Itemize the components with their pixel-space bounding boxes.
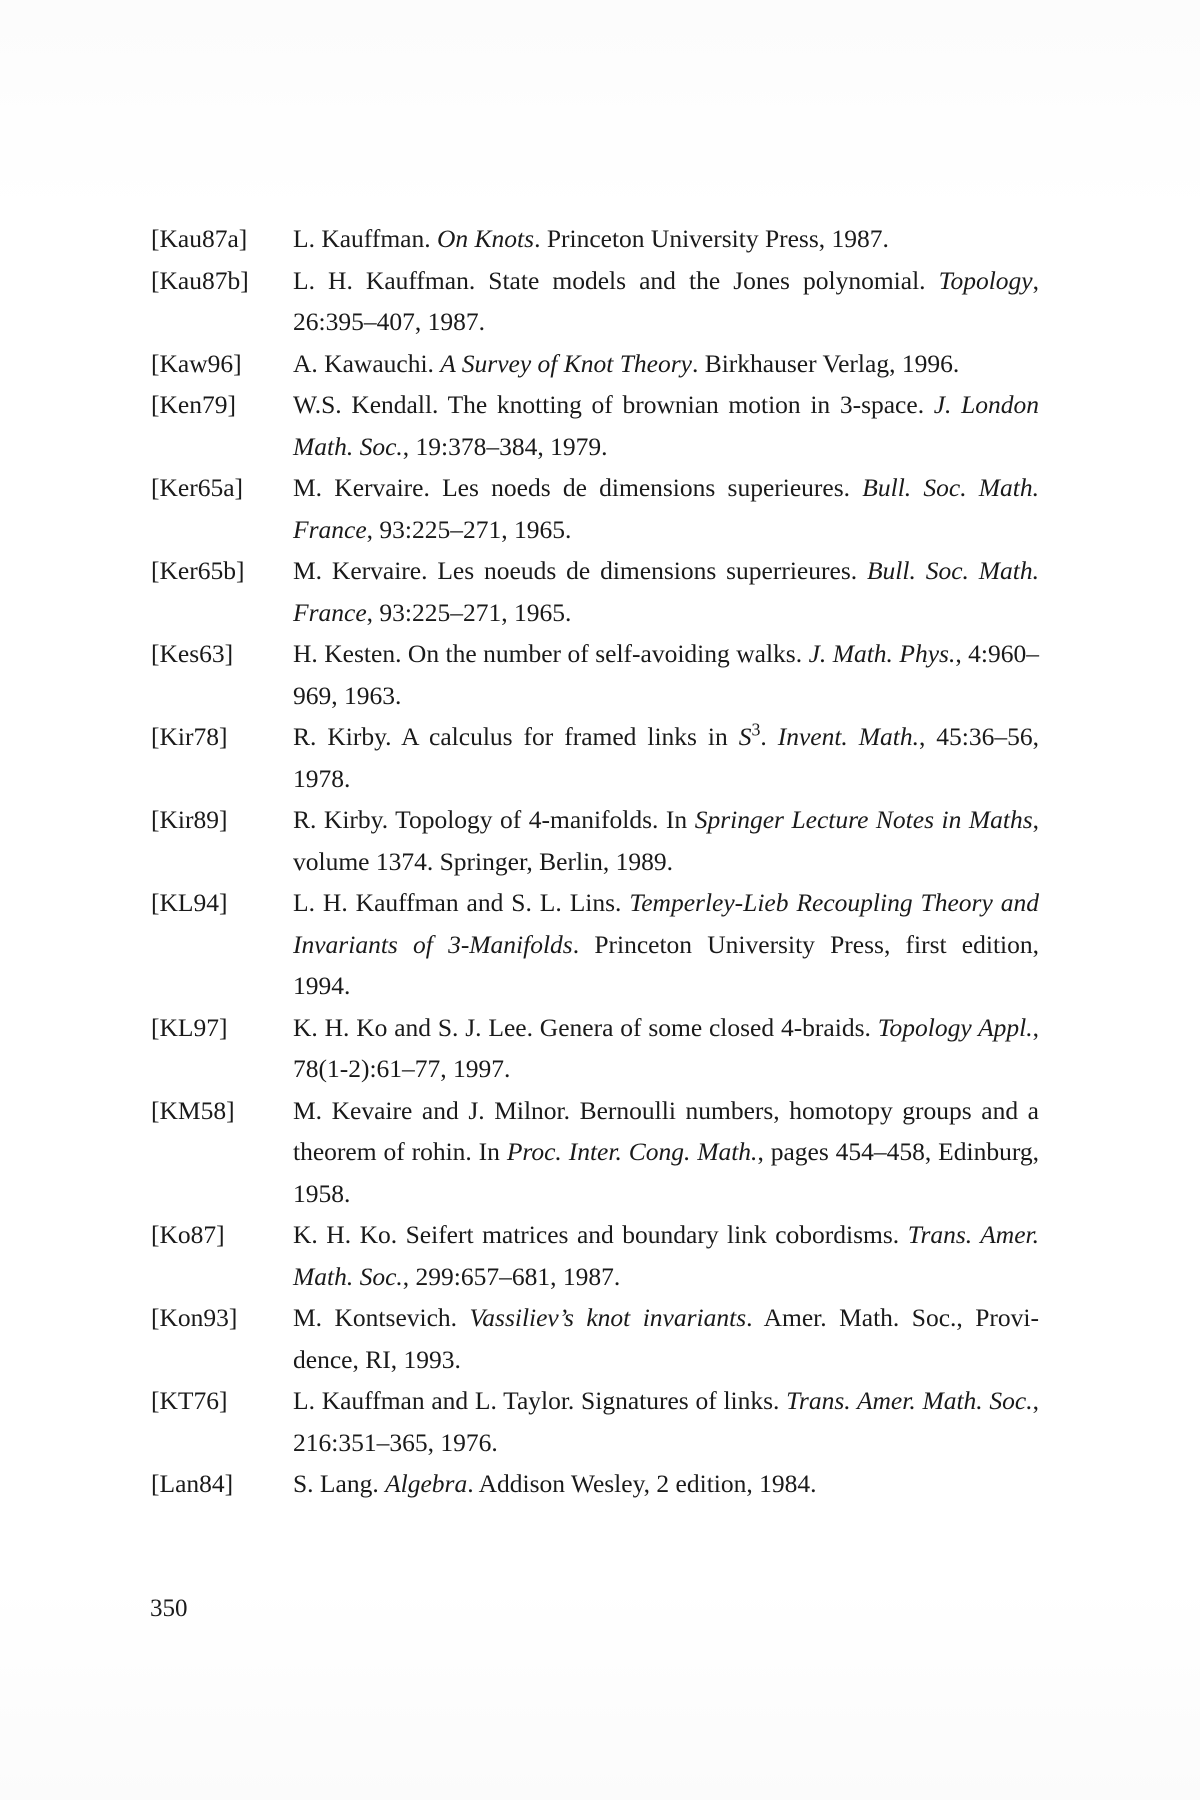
reference-text-segment: M. Kevaire and J. Milnor. Bernoulli numbers, homotopy groups and a theorem of rohin. In xyxy=(293,1095,1039,1166)
reference-text xyxy=(293,1463,1039,1505)
reference-entry xyxy=(151,1214,1051,1297)
reference-text-segment: L. H. Kauffman and S. L. Lins. xyxy=(293,888,630,917)
reference-text-segment: . Amer. Math. Soc., Providence, RI, 1993. xyxy=(293,1303,1039,1374)
reference-italic-text: Topology Appl. xyxy=(877,1012,1033,1042)
reference-entry xyxy=(151,882,1051,1007)
reference-italic-text: Invent. Math. xyxy=(777,722,919,751)
reference-text-segment: , 299:657–681, 1987. xyxy=(402,1261,621,1291)
reference-text-segment: L. Kauffman and L. Taylor. Signatures of links. xyxy=(293,1386,787,1415)
reference-italic-text: J. London Math. Soc. xyxy=(293,390,1040,461)
reference-text xyxy=(293,550,1039,633)
reference-text-segment: , volume 1374. Springer, Berlin, 1989. xyxy=(293,805,1039,876)
reference-text-segment: M. Kervaire. Les noeds de dimensions superieures. xyxy=(293,473,863,502)
reference-text-segment: , 45:36–56, 1978. xyxy=(293,722,1040,793)
reference-key: [Kir78] xyxy=(151,722,228,751)
reference-text-segment: W.S. Kendall. The knotting of brownian motion in 3-space. xyxy=(293,390,934,419)
reference-key: [Kir89] xyxy=(151,805,228,834)
reference-entry xyxy=(151,260,1051,343)
reference-text xyxy=(293,1090,1039,1215)
reference-entry xyxy=(151,343,1051,385)
reference-entry xyxy=(151,218,1051,260)
reference-text-segment: . xyxy=(760,722,778,751)
reference-text-segment: , 93:225–271, 1965. xyxy=(366,597,572,627)
reference-italic-text: On Knots xyxy=(437,224,535,253)
reference-text xyxy=(293,467,1039,550)
reference-text-segment: . Princeton University Press, 1987. xyxy=(534,224,889,253)
reference-key: [KL94] xyxy=(151,888,228,917)
reference-text-segment: , 78(1-2):61–77, 1997. xyxy=(293,1012,1039,1083)
reference-key: [Kes63] xyxy=(151,639,234,668)
reference-text xyxy=(293,384,1039,467)
page-number: 350 xyxy=(150,1595,188,1622)
reference-text xyxy=(293,1007,1039,1090)
reference-entry xyxy=(151,633,1051,716)
reference-entry xyxy=(151,384,1051,467)
reference-entry xyxy=(151,1007,1051,1090)
reference-entry xyxy=(151,1297,1051,1380)
reference-entry xyxy=(151,550,1051,633)
reference-italic-text: Vassiliev’s knot invariants xyxy=(469,1303,747,1332)
reference-text-segment: S. Lang. xyxy=(293,1469,386,1498)
reference-text-segment: , 93:225–271, 1965. xyxy=(366,514,572,544)
reference-key: [KT76] xyxy=(151,1386,228,1415)
reference-text-segment: 3 xyxy=(751,719,761,740)
bibliography-list xyxy=(151,218,1051,1505)
reference-entry xyxy=(151,799,1051,882)
reference-italic-text: Trans. Amer. Math. Soc. xyxy=(293,1220,1040,1291)
reference-text xyxy=(293,1380,1039,1463)
reference-text xyxy=(293,218,1039,260)
reference-italic-text: Bull. Soc. Math. France xyxy=(293,473,1040,544)
reference-italic-text: Algebra xyxy=(385,1469,468,1498)
reference-text-segment: , 26:395–407, 1987. xyxy=(293,265,1039,336)
reference-text xyxy=(293,343,1039,385)
reference-italic-text: Temperley-Lieb Recoupling Theory and Invariants of 3-Manifolds xyxy=(293,888,1039,959)
reference-key: [Kau87b] xyxy=(151,265,249,295)
reference-key: [Lan84] xyxy=(151,1469,234,1498)
reference-text xyxy=(293,799,1039,882)
reference-key: [Kon93] xyxy=(151,1303,238,1332)
reference-text-segment: L. H. Kauffman. State models and the Jones polynomial. xyxy=(293,265,939,295)
reference-text xyxy=(293,882,1039,1007)
reference-text-segment: R. Kirby. Topology of 4-manifolds. In xyxy=(293,805,695,834)
reference-italic-text: Springer Lecture Notes in Maths xyxy=(694,805,1033,834)
reference-entry xyxy=(151,1380,1051,1463)
reference-entry xyxy=(151,467,1051,550)
reference-key: [Kau87a] xyxy=(151,224,248,253)
reference-text xyxy=(293,1297,1039,1380)
reference-key: [KL97] xyxy=(151,1012,228,1042)
reference-italic-text: Topology xyxy=(938,265,1033,295)
reference-text-segment: A. Kawauchi. xyxy=(293,348,441,378)
reference-italic-text: A Survey of Knot Theory xyxy=(440,348,692,378)
reference-text-segment: K. H. Ko and S. J. Lee. Genera of some closed 4-braids. xyxy=(293,1012,878,1042)
reference-key: [Ken79] xyxy=(151,390,236,419)
reference-text-segment: , 19:378–384, 1979. xyxy=(402,431,608,461)
reference-text-segment: K. H. Ko. Seifert matrices and boundary link cobordisms. xyxy=(293,1220,908,1249)
reference-text xyxy=(293,716,1039,799)
reference-text-segment: , 4:960–969, 1963. xyxy=(293,639,1040,710)
reference-text-segment: , pages 454–458, Edinburg, 1958. xyxy=(293,1137,1039,1208)
reference-italic-text: Trans. Amer. Math. Soc. xyxy=(786,1386,1033,1415)
reference-text-segment: L. Kauffman. xyxy=(293,224,437,253)
reference-text-segment: . Princeton University Press, first edition, 1994. xyxy=(293,929,1039,1000)
reference-key: [Kaw96] xyxy=(151,348,242,378)
reference-key: [Ker65a] xyxy=(151,473,244,502)
reference-text xyxy=(293,1214,1039,1297)
reference-italic-text: S xyxy=(738,722,752,751)
reference-text xyxy=(293,633,1039,716)
reference-text-segment: . Birkhauser Verlag, 1996. xyxy=(691,348,960,378)
reference-text xyxy=(293,260,1039,343)
reference-text-segment: R. Kirby. A calculus for framed links in xyxy=(293,722,739,751)
reference-italic-text: Bull. Soc. Math. France xyxy=(293,556,1039,627)
reference-entry xyxy=(151,1463,1051,1505)
reference-entry xyxy=(151,716,1051,799)
reference-key: [Ker65b] xyxy=(151,556,245,585)
reference-italic-text: J. Math. Phys. xyxy=(808,639,956,668)
reference-text-segment: M. Kervaire. Les noeuds de dimensions superrieures. xyxy=(293,556,867,585)
reference-text-segment: , 216:351–365, 1976. xyxy=(293,1386,1039,1457)
reference-italic-text: Proc. Inter. Cong. Math. xyxy=(506,1137,758,1166)
reference-text-segment: H. Kesten. On the number of self-avoiding walks. xyxy=(293,639,809,668)
reference-key: [Ko87] xyxy=(151,1220,225,1249)
reference-text-segment: M. Kontsevich. xyxy=(293,1303,470,1332)
reference-key: [KM58] xyxy=(151,1095,235,1125)
reference-text-segment: . Addison Wesley, 2 edition, 1984. xyxy=(467,1469,817,1498)
reference-entry xyxy=(151,1090,1051,1215)
